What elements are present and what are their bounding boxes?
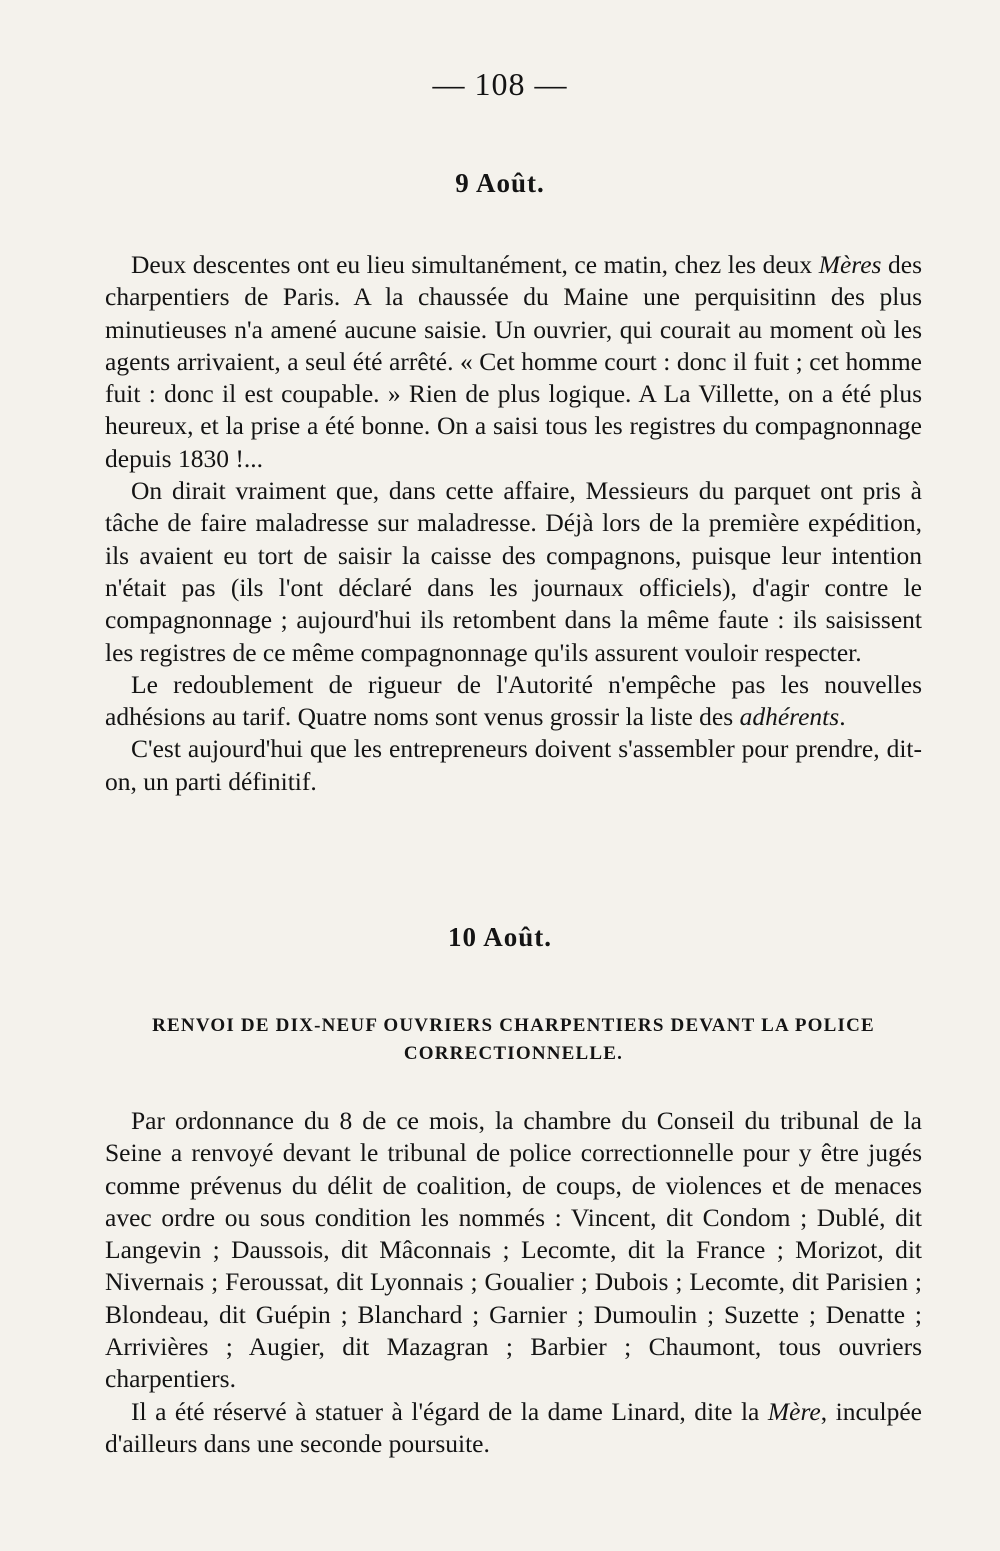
italic-term: adhérents — [739, 702, 840, 732]
italic-term: Mères — [818, 250, 882, 279]
date-heading-9-aout: 9 Août. — [455, 168, 545, 198]
paragraph: On dirait vraiment que, dans cette affaire, Messieurs du parquet ont pris à tâche de faire maladresse sur maladresse. Déjà lors de la première expédition, ils avaient eu tort de saisir la caisse des compagnons, puisque leur intention n'était pas (ils l'ont déclaré dans les journaux officiels), d'agir contre le compagnonnage ; aujourd'hui ils retombent dans la même faute : ils saisissent les registres de ce même compagnonnage qu'ils assurent vouloir respecter. — [105, 476, 922, 667]
date-heading-10-aout: 10 Août. — [447, 922, 553, 952]
entry-10-aout — [105, 1105, 922, 1460]
paragraph: Par ordonnance du 8 de ce mois, la chambre du Conseil du tribunal de la Seine a renvoyé devant le tribunal de police correctionnelle pour y être jugés comme prévenus du délit de coalition, de coups, de violences et de menaces avec ordre ou sous condition les nommés : Vincent, dit Condom ; Dublé, dit Langevin ; Daussois, dit Mâconnais ; Lecomte, dit la France ; Morizot, dit Nivernais ; Feroussat, dit Lyonnais ; Goualier ; Dubois ; Lecomte, dit Parisien ; Blondeau, dit Guépin ; Blanchard ; Garnier ; Dumoulin ; Suzette ; Denatte ; Arrivières ; Augier, dit Mazagran ; Barbier ; Chaumont, tous ouvriers charpentiers. — [105, 1106, 922, 1394]
page-number: — 108 — — [432, 66, 568, 102]
paragraph: Il a été réservé à statuer à l'égard de la dame Linard, dite la Mère, inculpée d'ailleurs dans une seconde poursuite. — [105, 1396, 923, 1458]
paragraph: C'est aujourd'hui que les entrepreneurs doivent s'assembler pour prendre, dit-on, un parti définitif. — [105, 734, 922, 796]
italic-term: Mère — [767, 1396, 821, 1426]
paragraph: Le redoublement de rigueur de l'Autorité n'empêche pas les nouvelles adhésions au tarif. Quatre noms sont venus grossir la liste des adhérents. — [105, 669, 922, 732]
paragraph: Deux descentes ont eu lieu simultanément, ce matin, chez les deux Mères des charpentiers de Paris. A la chaussée du Maine une perquisitinn des plus minutieuses n'a amené aucune saisie. Un ouvrier, qui courait au moment où les agents arrivaient, a seul été arrêté. « Cet homme court : donc il fuit ; cet homme fuit : donc il est coupable. » Rien de plus logique. A La Villette, on a été plus heureux, et la prise a été bonne. On a saisi tous les registres du compagnonnage depuis 1830 !... — [105, 250, 922, 473]
section-heading: RENVOI DE DIX-NEUF OUVRIERS CHARPENTIERS DEVANT LA POLICE CORRECTIONNELLE. — [152, 1015, 875, 1064]
entry-9-aout — [105, 249, 922, 798]
